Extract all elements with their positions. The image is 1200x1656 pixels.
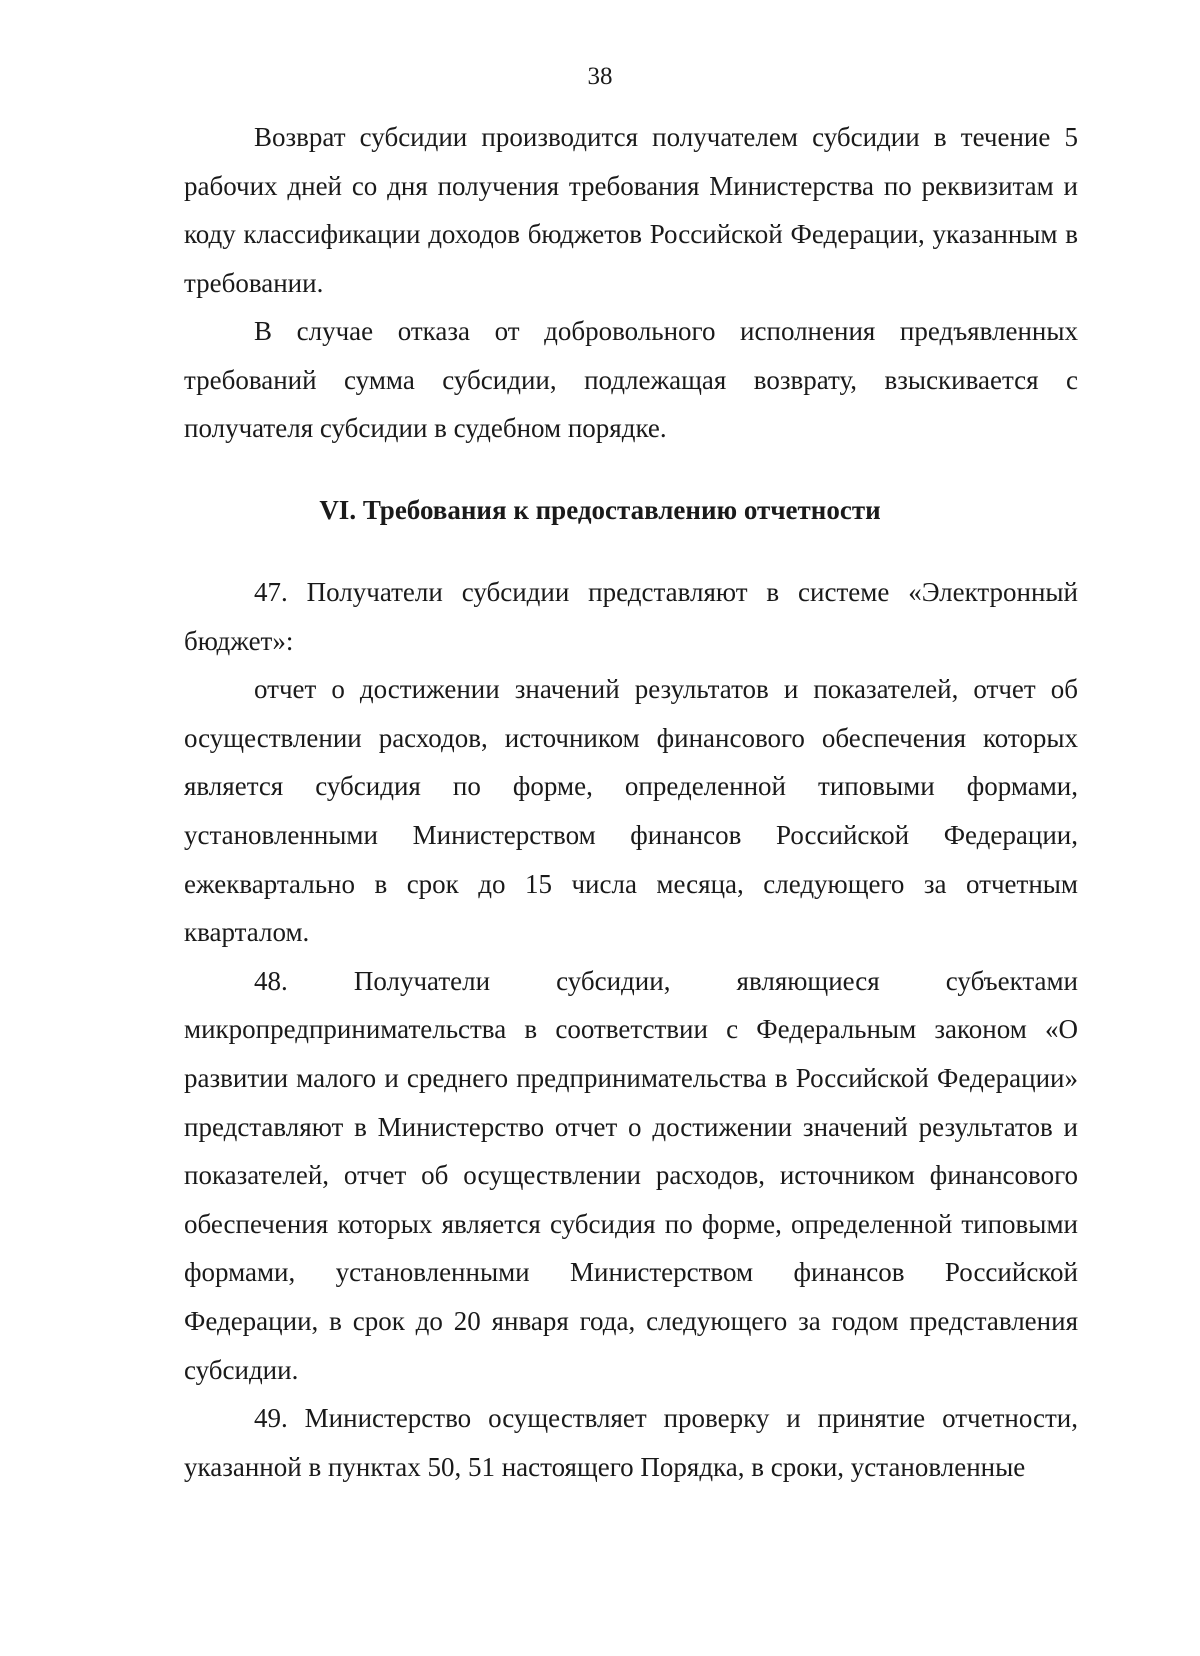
section-body [184, 568, 1078, 1491]
section-heading: VI. Требования к предоставлению отчетности [319, 495, 881, 525]
paragraph-group-refusal [184, 307, 1078, 453]
paragraph-report-quarterly: отчет о достижении значений результатов и показателей, отчет об осуществлении расходов, источником финансового обеспечения которых является субсидия по форме, определенной типовыми формами, установленными Министерством финансов Российской Федерации, ежеквартально в срок до 15 числа месяца, следующего за отчетным кварталом. [184, 674, 1078, 948]
paragraph-item-49: 49. Министерство осуществляет проверку и принятие отчетности, указанной в пунктах 50, 51 настоящего Порядка, в сроки, установленные [184, 1403, 1078, 1482]
paragraph-item-48: 48. Получатели субсидии, являющиеся субъектами микропредпринимательства в соответствии с Федеральным законом «О развитии малого и среднего предпринимательства в Российской Федерации» представляют в Министерство отчет о достижении значений результатов и показателей, отчет об осуществлении расходов, источником финансового обеспечения которых является субсидия по форме, определенной типовыми формами, установленными Министерством финансов Российской Федерации, в срок до 20 января года, следующего за годом представления субсидии. [184, 965, 1078, 1385]
paragraph-subsidy-return: Возврат субсидии производится получателем субсидии в течение 5 рабочих дней со дня получения требования Министерства по реквизитам и коду классификации доходов бюджетов Российской Федерации, указанным в требовании. [184, 122, 1078, 298]
paragraph-refusal-court: В случае отказа от добровольного исполнения предъявленных требований сумма субсидии, подлежащая возврату, взыскивается с получателя субсидии в судебном порядке. [184, 316, 1078, 444]
paragraph-item-47: 47. Получатели субсидии представляют в системе «Электронный бюджет»: [184, 577, 1078, 656]
paragraph-group-return [184, 113, 1078, 307]
page-number: 38 [587, 63, 613, 90]
